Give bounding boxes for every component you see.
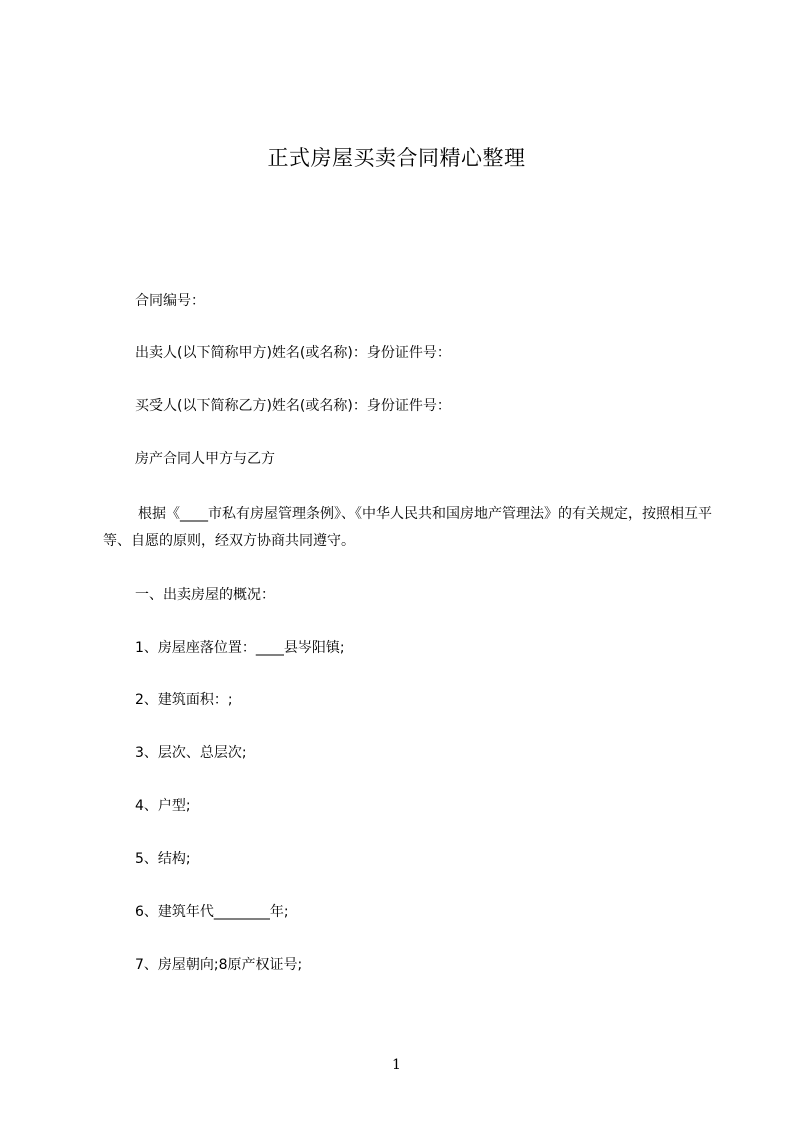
document-title: 正式房屋买卖合同精心整理 — [267, 146, 526, 170]
intro-paragraph: 根据《____市私有房屋管理条例》、《中华人民共和国房地产管理法》的有关规定，按照相互平等、自愿的原则，经双方协商共同遵守。 — [103, 506, 712, 549]
list-item-structure: 5、结构; — [135, 851, 191, 867]
section-heading: 一、出卖房屋的概况： — [135, 587, 275, 603]
list-item-build-year: 6、建筑年代________年; — [135, 904, 289, 920]
buyer-line: 买受人(以下简称乙方)姓名(或名称)：身份证件号： — [135, 398, 451, 414]
list-item-area: 2、建筑面积：; — [135, 692, 233, 708]
list-item-floors: 3、层次、总层次; — [135, 745, 247, 761]
list-item-layout: 4、户型; — [135, 798, 191, 814]
page-number: 1 — [392, 1057, 401, 1073]
list-item-orientation: 7、房屋朝向;8原产权证号; — [135, 957, 303, 973]
seller-line: 出卖人(以下简称甲方)姓名(或名称)：身份证件号： — [135, 345, 451, 361]
parties-line: 房产合同人甲方与乙方 — [135, 451, 275, 467]
list-item-location: 1、房屋座落位置：____县岑阳镇; — [135, 640, 345, 656]
contract-number-label: 合同编号： — [135, 293, 205, 309]
